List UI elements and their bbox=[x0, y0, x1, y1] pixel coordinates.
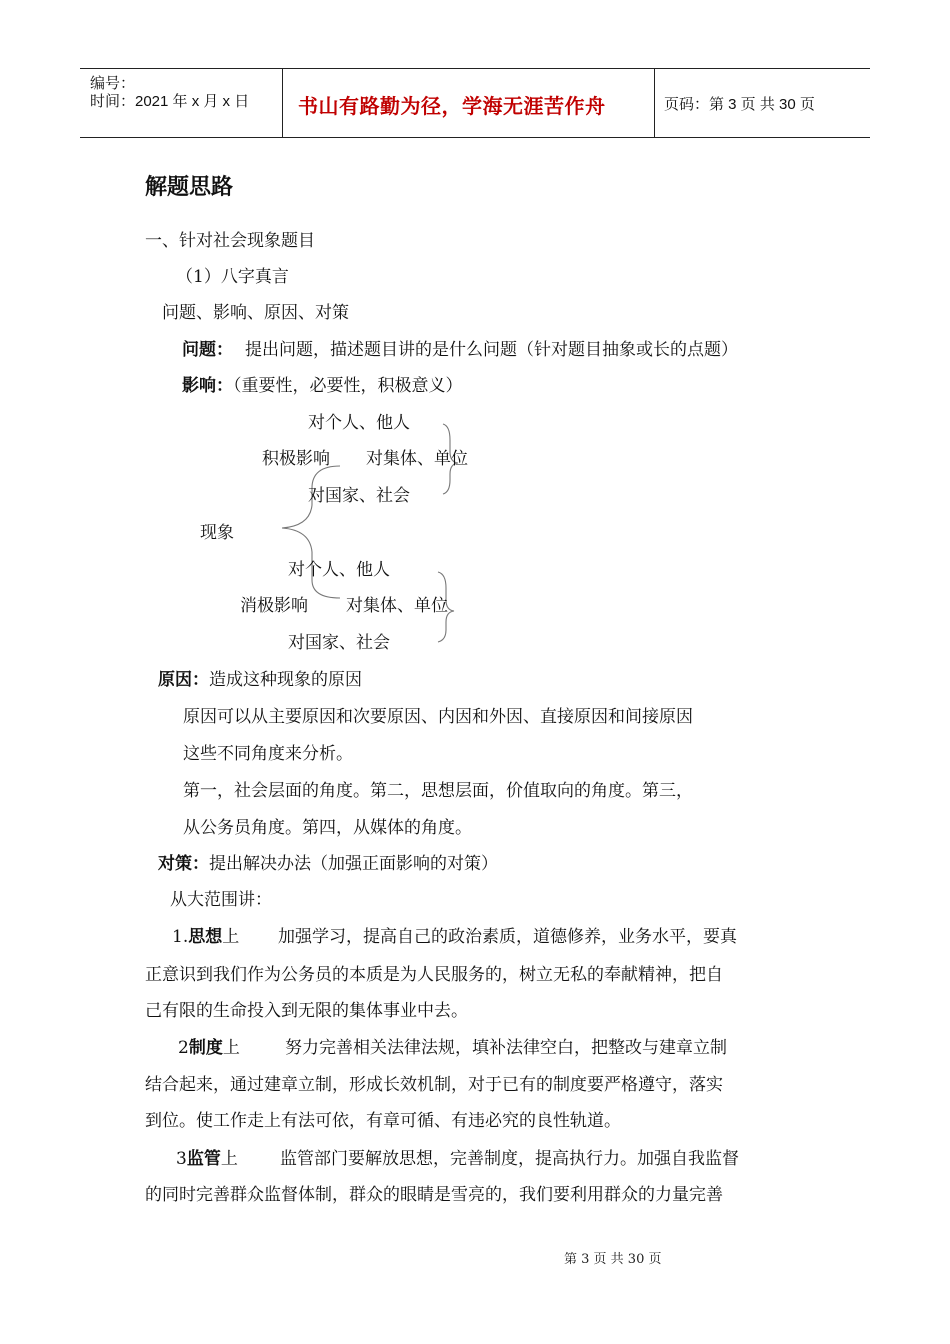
page-title: 解题思路 bbox=[145, 175, 234, 200]
point-text: 结合起来，通过建章立制，形成长效机制，对于已有的制度要严格遵守，落实 bbox=[145, 1075, 723, 1095]
negative-item: 对国家、社会 bbox=[288, 633, 390, 653]
eight-words: 问题、影响、原因、对策 bbox=[162, 303, 349, 323]
impact-label: 影响： bbox=[182, 376, 233, 396]
point-suffix: 上 bbox=[220, 1149, 238, 1169]
motto: 书山有路勤为径，学海无涯苦作舟 bbox=[298, 94, 606, 118]
cause-detail: 这些不同角度来分析。 bbox=[183, 744, 353, 764]
point-number: 2 bbox=[178, 1038, 189, 1058]
point-3-head bbox=[176, 1144, 238, 1169]
subsection-heading: （1）八字真言 bbox=[176, 267, 289, 287]
date-line: 时间：2021 年 x 月 x 日 bbox=[90, 93, 250, 110]
impact-text: （重要性，必要性，积极意义） bbox=[233, 376, 463, 396]
point-suffix: 上 bbox=[222, 927, 240, 947]
negative-item: 对个人、他人 bbox=[288, 560, 390, 580]
problem-text: 提出问题，描述题目讲的是什么问题（针对题目抽象或长的点题） bbox=[245, 340, 738, 360]
page-info: 页码：第 3 页 共 30 页 bbox=[664, 96, 815, 113]
point-text: 加强学习，提高自己的政治素质，道德修养，业务水平，要真 bbox=[278, 927, 737, 947]
point-key: 思想 bbox=[188, 927, 223, 947]
cause-detail: 原因可以从主要原因和次要原因、内因和外因、直接原因和间接原因 bbox=[183, 707, 693, 727]
problem-label: 问题： bbox=[182, 340, 233, 360]
section-heading: 一、针对社会现象题目 bbox=[145, 231, 315, 251]
point-text: 努力完善相关法律法规，填补法律空白，把整改与建章立制 bbox=[285, 1038, 727, 1058]
point-text: 正意识到我们作为公务员的本质是为人民服务的，树立无私的奉献精神，把自 bbox=[145, 965, 723, 985]
point-suffix: 上 bbox=[222, 1038, 240, 1058]
negative-label: 消极影响 bbox=[240, 596, 308, 616]
point-text: 监管部门要解放思想，完善制度，提高执行力。加强自我监督 bbox=[280, 1149, 739, 1169]
positive-item: 对个人、他人 bbox=[308, 413, 410, 433]
point-number: 1. bbox=[172, 927, 189, 947]
cause-label: 原因： bbox=[158, 670, 209, 690]
cause-detail: 从公务员角度。第四，从媒体的角度。 bbox=[183, 818, 472, 838]
measure-text: 提出解决办法（加强正面影响的对策） bbox=[209, 854, 498, 874]
positive-label: 积极影响 bbox=[262, 449, 330, 469]
scope-line: 从大范围讲： bbox=[170, 890, 272, 910]
negative-item: 对集体、单位 bbox=[346, 596, 448, 616]
diagram-root: 现象 bbox=[200, 523, 234, 543]
positive-item: 对集体、单位 bbox=[366, 449, 468, 469]
point-number: 3 bbox=[176, 1149, 187, 1169]
serial-label: 编号： bbox=[90, 75, 136, 92]
measure-line bbox=[158, 849, 498, 874]
point-text: 己有限的生命投入到无限的集体事业中去。 bbox=[145, 1001, 468, 1021]
point-text: 到位。使工作走上有法可依，有章可循、有违必究的良性轨道。 bbox=[145, 1111, 621, 1131]
point-2-head bbox=[178, 1033, 240, 1058]
point-key: 监管 bbox=[186, 1149, 221, 1169]
cause-text: 造成这种现象的原因 bbox=[209, 670, 362, 690]
point-key: 制度 bbox=[188, 1038, 223, 1058]
page-footer: 第 3 页 共 30 页 bbox=[564, 1252, 662, 1267]
cause-line bbox=[158, 665, 362, 690]
positive-item: 对国家、社会 bbox=[308, 486, 410, 506]
point-1-head bbox=[172, 922, 239, 947]
point-text: 的同时完善群众监督体制，群众的眼睛是雪亮的，我们要利用群众的力量完善 bbox=[145, 1185, 723, 1205]
cause-detail: 第一，社会层面的角度。第二，思想层面，价值取向的角度。第三， bbox=[183, 781, 693, 801]
measure-label: 对策： bbox=[158, 854, 209, 874]
